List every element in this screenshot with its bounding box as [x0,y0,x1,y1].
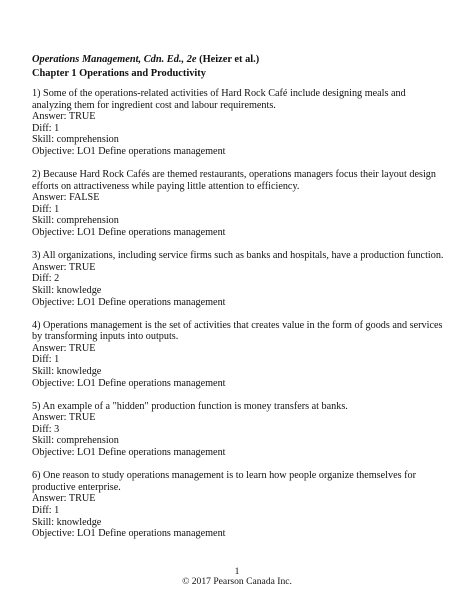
question-text: 3) All organizations, including service firms such as banks and hospitals, have a production function. [32,250,444,262]
question-skill: Skill: comprehension [32,215,119,227]
question-objective: Objective: LO1 Define operations management [32,296,226,308]
question-objective: Objective: LO1 Define operations management [32,447,226,459]
question-text: 1) Some of the operations-related activities of Hard Rock Café include designing meals and analyzing them for ingredient cost and labour requirements. [32,88,406,111]
question-difficulty: Diff: 1 [32,203,60,215]
question-item [32,250,452,308]
question-answer: Answer: TRUE [32,342,96,354]
question-answer: Answer: FALSE [32,192,100,204]
question-objective: Objective: LO1 Define operations management [32,227,226,239]
question-item [32,401,452,459]
question-item [32,88,452,158]
question-answer: Answer: TRUE [32,261,96,273]
question-text: 5) An example of a "hidden" production function is money transfers at banks. [32,400,348,412]
book-title-line [32,53,452,67]
question-objective: Objective: LO1 Define operations management [32,377,226,389]
question-objective: Objective: LO1 Define operations management [32,145,226,157]
book-authors: (Heizer et al.) [196,54,260,65]
question-skill: Skill: comprehension [32,435,119,447]
question-item [32,470,452,540]
question-difficulty: Diff: 2 [32,273,60,285]
question-answer: Answer: TRUE [32,111,96,123]
question-skill: Skill: knowledge [32,365,102,377]
page-number: 1 [234,566,240,577]
question-difficulty: Diff: 1 [32,122,60,134]
question-skill: Skill: comprehension [32,134,119,146]
question-difficulty: Diff: 1 [32,354,60,366]
question-answer: Answer: TRUE [32,493,96,505]
question-skill: Skill: knowledge [32,516,102,528]
document-header [32,53,452,81]
question-text: 4) Operations management is the set of activities that creates value in the form of goods and services by transforming inputs into outputs. [32,319,443,343]
question-text: 2) Because Hard Rock Cafés are themed restaurants, operations managers focus their layout design efforts on attractiveness while paying little attention to efficiency. [32,169,436,192]
chapter-title: Chapter 1 Operations and Productivity [32,68,206,79]
copyright-notice: © 2017 Pearson Canada Inc. [182,576,292,587]
question-difficulty: Diff: 1 [32,504,60,516]
question-skill: Skill: knowledge [32,284,102,296]
question-objective: Objective: LO1 Define operations management [32,528,226,540]
question-item [32,169,452,239]
question-text: 6) One reason to study operations management is to learn how people organize themselves for productive enterprise. [32,470,416,493]
question-difficulty: Diff: 3 [32,423,60,435]
question-answer: Answer: TRUE [32,412,96,424]
question-item [32,320,452,390]
book-title: Operations Management, Cdn. Ed., 2e [32,54,197,65]
question-list [32,88,452,551]
